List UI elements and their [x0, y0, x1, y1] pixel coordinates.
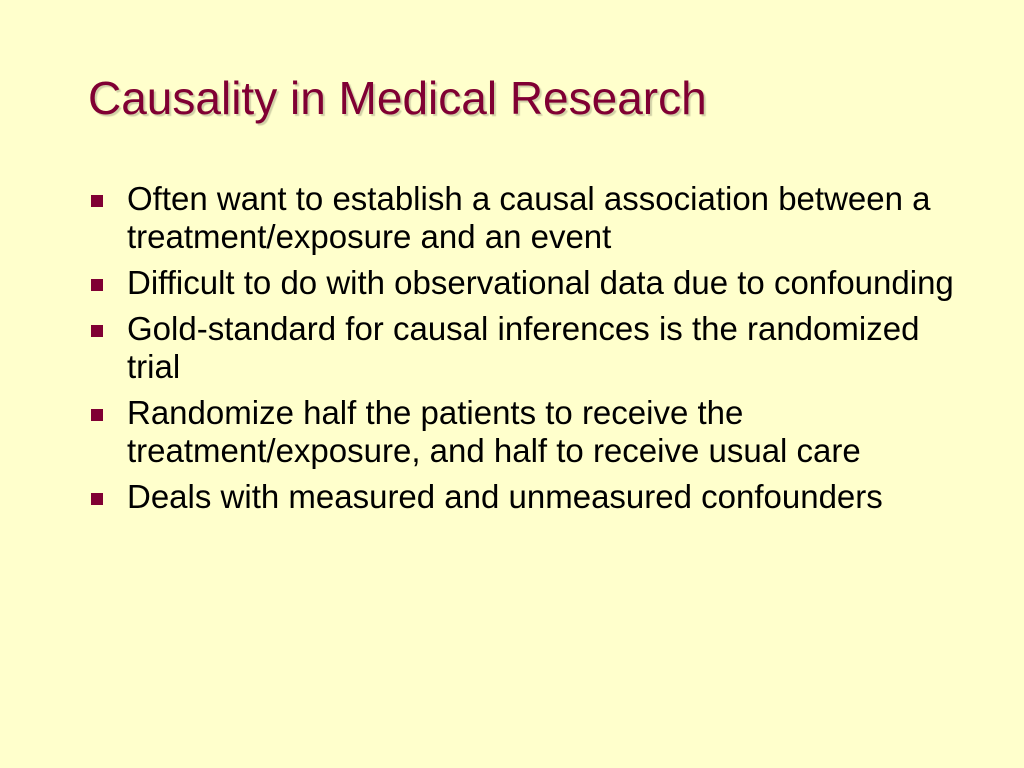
bullet-text-3: Gold-standard for causal inferences is the randomized trial [127, 310, 920, 385]
bullet-list [88, 180, 968, 524]
bullet-text-4: Randomize half the patients to receive the treatment/exposure, and half to receive usual care [127, 394, 861, 469]
bullet-item-1 [88, 180, 968, 256]
square-bullet-icon [91, 493, 103, 505]
square-bullet-icon [91, 409, 103, 421]
bullet-text-1: Often want to establish a causal association between a treatment/exposure and an event [127, 180, 931, 255]
bullet-item-2 [88, 264, 968, 302]
square-bullet-icon [91, 195, 103, 207]
bullet-item-4 [88, 394, 968, 470]
square-bullet-icon [91, 279, 103, 291]
bullet-text-2: Difficult to do with observational data due to confounding [127, 264, 954, 301]
bullet-text-5: Deals with measured and unmeasured confounders [127, 478, 883, 515]
bullet-item-5 [88, 478, 968, 516]
bullet-item-3 [88, 310, 968, 386]
square-bullet-icon [91, 325, 103, 337]
slide-title: Causality in Medical Research [88, 72, 707, 124]
